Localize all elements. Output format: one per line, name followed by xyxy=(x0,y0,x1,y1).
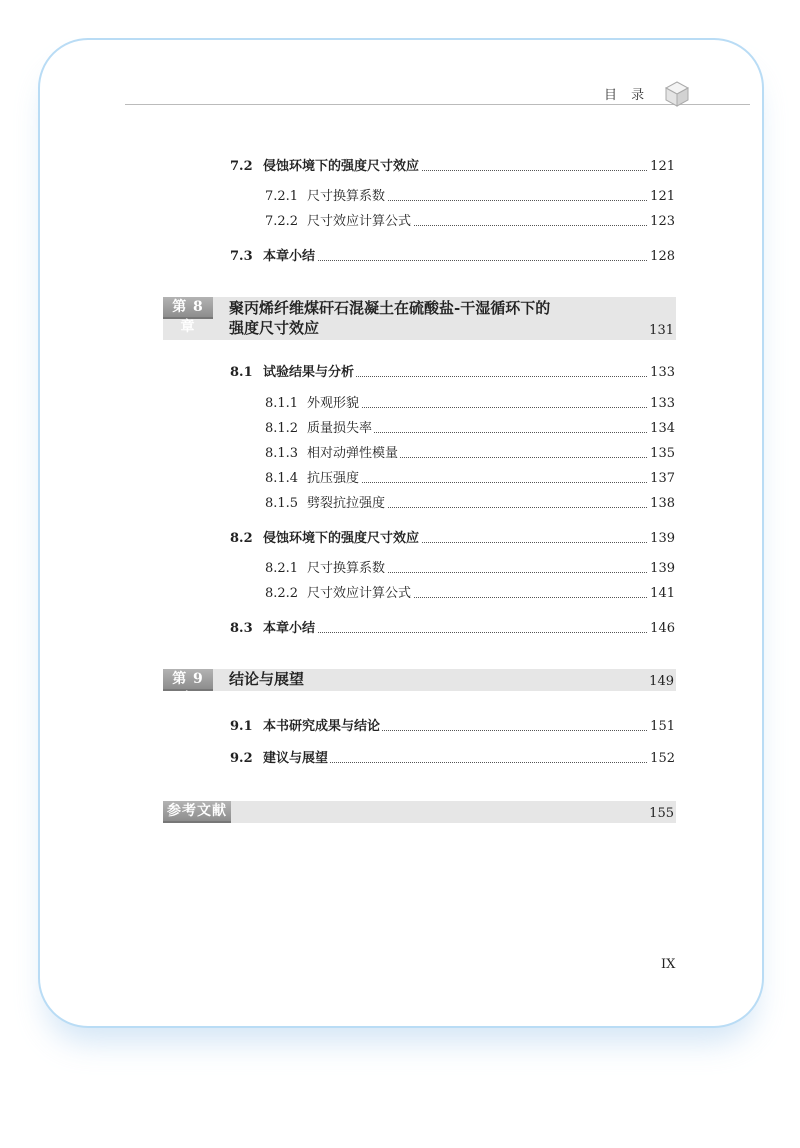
chapter-9-heading[interactable] xyxy=(163,669,676,707)
dot-leader xyxy=(307,394,675,408)
chapter-page: 131 xyxy=(649,323,674,338)
toc-entry[interactable] xyxy=(0,619,800,639)
toc-entry[interactable] xyxy=(0,584,800,604)
entry-title: 试验结果与分析 xyxy=(263,363,356,383)
toc-entry[interactable] xyxy=(0,419,800,439)
entry-page: 141 xyxy=(647,584,675,604)
toc-entry[interactable] xyxy=(0,187,800,207)
entry-number: 8.1.1 xyxy=(265,396,299,411)
entry-page: 123 xyxy=(647,212,675,232)
entry-title: 本书研究成果与结论 xyxy=(263,717,382,737)
entry-title: 侵蚀环境下的强度尺寸效应 xyxy=(263,529,421,549)
entry-number: 7.2.1 xyxy=(265,189,299,204)
entry-number: 8.1 xyxy=(230,365,253,380)
entry-number: 8.3 xyxy=(230,621,253,636)
toc-entry[interactable] xyxy=(0,749,800,769)
entry-page: 128 xyxy=(647,247,675,267)
entry-number: 9.1 xyxy=(230,719,253,734)
toc-entry[interactable] xyxy=(0,717,800,737)
entry-number: 8.2.2 xyxy=(265,586,299,601)
toc-entry[interactable] xyxy=(0,444,800,464)
entry-page: 133 xyxy=(647,363,675,383)
references-heading[interactable] xyxy=(163,801,676,823)
references-badge: 参考文献 xyxy=(163,801,231,823)
entry-title: 本章小结 xyxy=(263,247,317,267)
header-rule xyxy=(125,104,750,105)
entry-number: 8.1.5 xyxy=(265,496,299,511)
dot-leader xyxy=(263,247,675,261)
dot-leader xyxy=(263,619,675,633)
entry-number: 7.3 xyxy=(230,249,253,264)
entry-page: 146 xyxy=(647,619,675,639)
entry-page: 151 xyxy=(647,717,675,737)
entry-number: 9.2 xyxy=(230,751,253,766)
entry-title: 尺寸换算系数 xyxy=(307,187,387,207)
dot-leader xyxy=(307,469,675,483)
toc-entry[interactable] xyxy=(0,494,800,514)
page-number: IX xyxy=(661,957,676,972)
entry-page: 121 xyxy=(647,157,675,177)
chapter-badge: 第 8 章 xyxy=(163,297,213,319)
toc-entry[interactable] xyxy=(0,559,800,579)
entry-page: 134 xyxy=(647,419,675,439)
toc-entry[interactable] xyxy=(0,247,800,267)
toc-entry[interactable] xyxy=(0,529,800,549)
chapter-title: 结论与展望 xyxy=(229,670,305,688)
entry-title: 尺寸效应计算公式 xyxy=(307,584,413,604)
entry-title: 相对动弹性模量 xyxy=(307,444,400,464)
entry-number: 8.1.4 xyxy=(265,471,299,486)
chapter-badge: 第 9 章 xyxy=(163,669,213,691)
entry-page: 135 xyxy=(647,444,675,464)
toc-entry[interactable] xyxy=(0,394,800,414)
entry-title: 尺寸效应计算公式 xyxy=(307,212,413,232)
entry-number: 8.2 xyxy=(230,531,253,546)
references-page: 155 xyxy=(649,806,674,821)
entry-page: 152 xyxy=(647,749,675,769)
chapter-title-line1: 聚丙烯纤维煤矸石混凝土在硫酸盐-干湿循环下的 xyxy=(229,299,551,317)
running-header: 目 录 xyxy=(604,88,650,103)
entry-number: 7.2 xyxy=(230,159,253,174)
entry-page: 138 xyxy=(647,494,675,514)
chapter-page: 149 xyxy=(649,674,674,689)
entry-title: 劈裂抗拉强度 xyxy=(307,494,387,514)
entry-number: 8.1.2 xyxy=(265,421,299,436)
entry-page: 133 xyxy=(647,394,675,414)
chapter-title-line2: 强度尺寸效应 xyxy=(229,319,320,337)
entry-number: 8.2.1 xyxy=(265,561,299,576)
entry-title: 外观形貌 xyxy=(307,394,361,414)
entry-title: 本章小结 xyxy=(263,619,317,639)
entry-number: 8.1.3 xyxy=(265,446,299,461)
entry-title: 质量损失率 xyxy=(307,419,374,439)
entry-page: 121 xyxy=(647,187,675,207)
entry-page: 139 xyxy=(647,559,675,579)
entry-title: 建议与展望 xyxy=(263,749,330,769)
toc-entry[interactable] xyxy=(0,469,800,489)
entry-title: 侵蚀环境下的强度尺寸效应 xyxy=(263,157,421,177)
entry-page: 139 xyxy=(647,529,675,549)
chapter-8-heading[interactable] xyxy=(163,297,676,340)
entry-title: 尺寸换算系数 xyxy=(307,559,387,579)
entry-page: 137 xyxy=(647,469,675,489)
cube-icon xyxy=(664,80,690,108)
toc-entry[interactable] xyxy=(0,212,800,232)
toc-entry[interactable] xyxy=(0,363,800,383)
entry-title: 抗压强度 xyxy=(307,469,361,489)
entry-number: 7.2.2 xyxy=(265,214,299,229)
toc-entry[interactable] xyxy=(0,157,800,177)
